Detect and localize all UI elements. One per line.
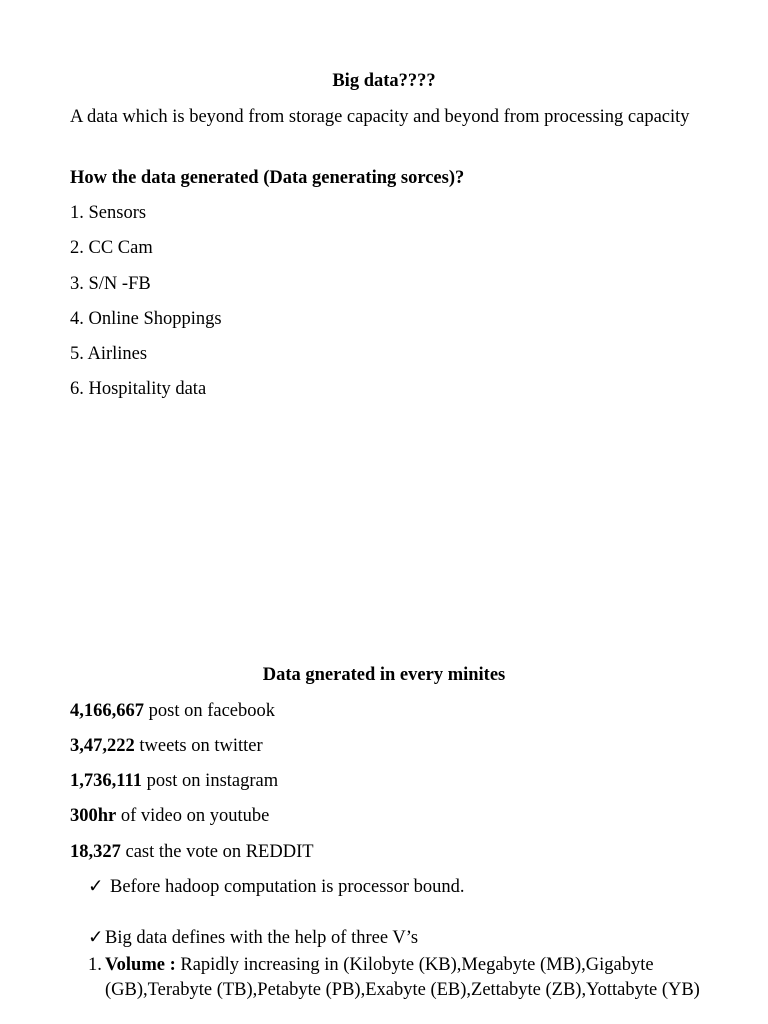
stat-text: post on instagram: [141, 771, 279, 791]
stat-text: of video on youtube: [116, 806, 270, 826]
stat-line: [70, 699, 275, 723]
sources-heading: How the data generated (Data generating sorces)?: [70, 168, 465, 188]
list-item: 2. CC Cam: [70, 238, 153, 258]
stat-text: tweets on twitter: [134, 736, 263, 756]
stat-value: 4,166,667: [70, 701, 144, 721]
checklist-text: Before hadoop computation is processor bound.: [110, 877, 465, 897]
stat-line: [70, 769, 278, 793]
volume-description: [105, 953, 725, 1003]
stat-value: 1,736,111: [70, 771, 142, 791]
page-title: Big data????: [332, 71, 436, 91]
list-item: 4. Online Shoppings: [70, 309, 222, 329]
volume-text: Rapidly increasing in (Kilobyte (KB),Megabyte (MB),Gigabyte (GB),Terabyte (TB),Petabyte (PB),Exabyte (EB),Zettabyte (ZB),Yottabyte (YB): [105, 955, 700, 1000]
list-item: 3. S/N -FB: [70, 274, 151, 294]
checkmark-icon: ✓: [88, 877, 104, 897]
stat-value: 18,327: [70, 842, 121, 862]
list-item: 1. Sensors: [70, 203, 147, 223]
list-item: 6. Hospitality data: [70, 379, 207, 399]
numbered-item-number: 1.: [88, 955, 102, 975]
checklist-item: [88, 926, 418, 950]
stat-text: cast the vote on REDDIT: [120, 842, 314, 862]
definition-paragraph: A data which is beyond from storage capacity and beyond from processing capacity: [70, 107, 690, 127]
checklist-text: Big data defines with the help of three V’s: [105, 928, 419, 948]
stat-value: 3,47,222: [70, 736, 135, 756]
list-item: 5. Airlines: [70, 344, 148, 364]
checkmark-icon: ✓: [88, 928, 104, 948]
stat-text: post on facebook: [144, 701, 276, 721]
stat-line: [70, 734, 263, 758]
stat-value: 300hr: [70, 806, 117, 826]
stat-line: [70, 840, 314, 864]
volume-label: Volume :: [105, 955, 176, 975]
stat-line: [70, 804, 269, 828]
checklist-item: [88, 875, 465, 899]
section-title: Data gnerated in every minites: [262, 665, 506, 685]
